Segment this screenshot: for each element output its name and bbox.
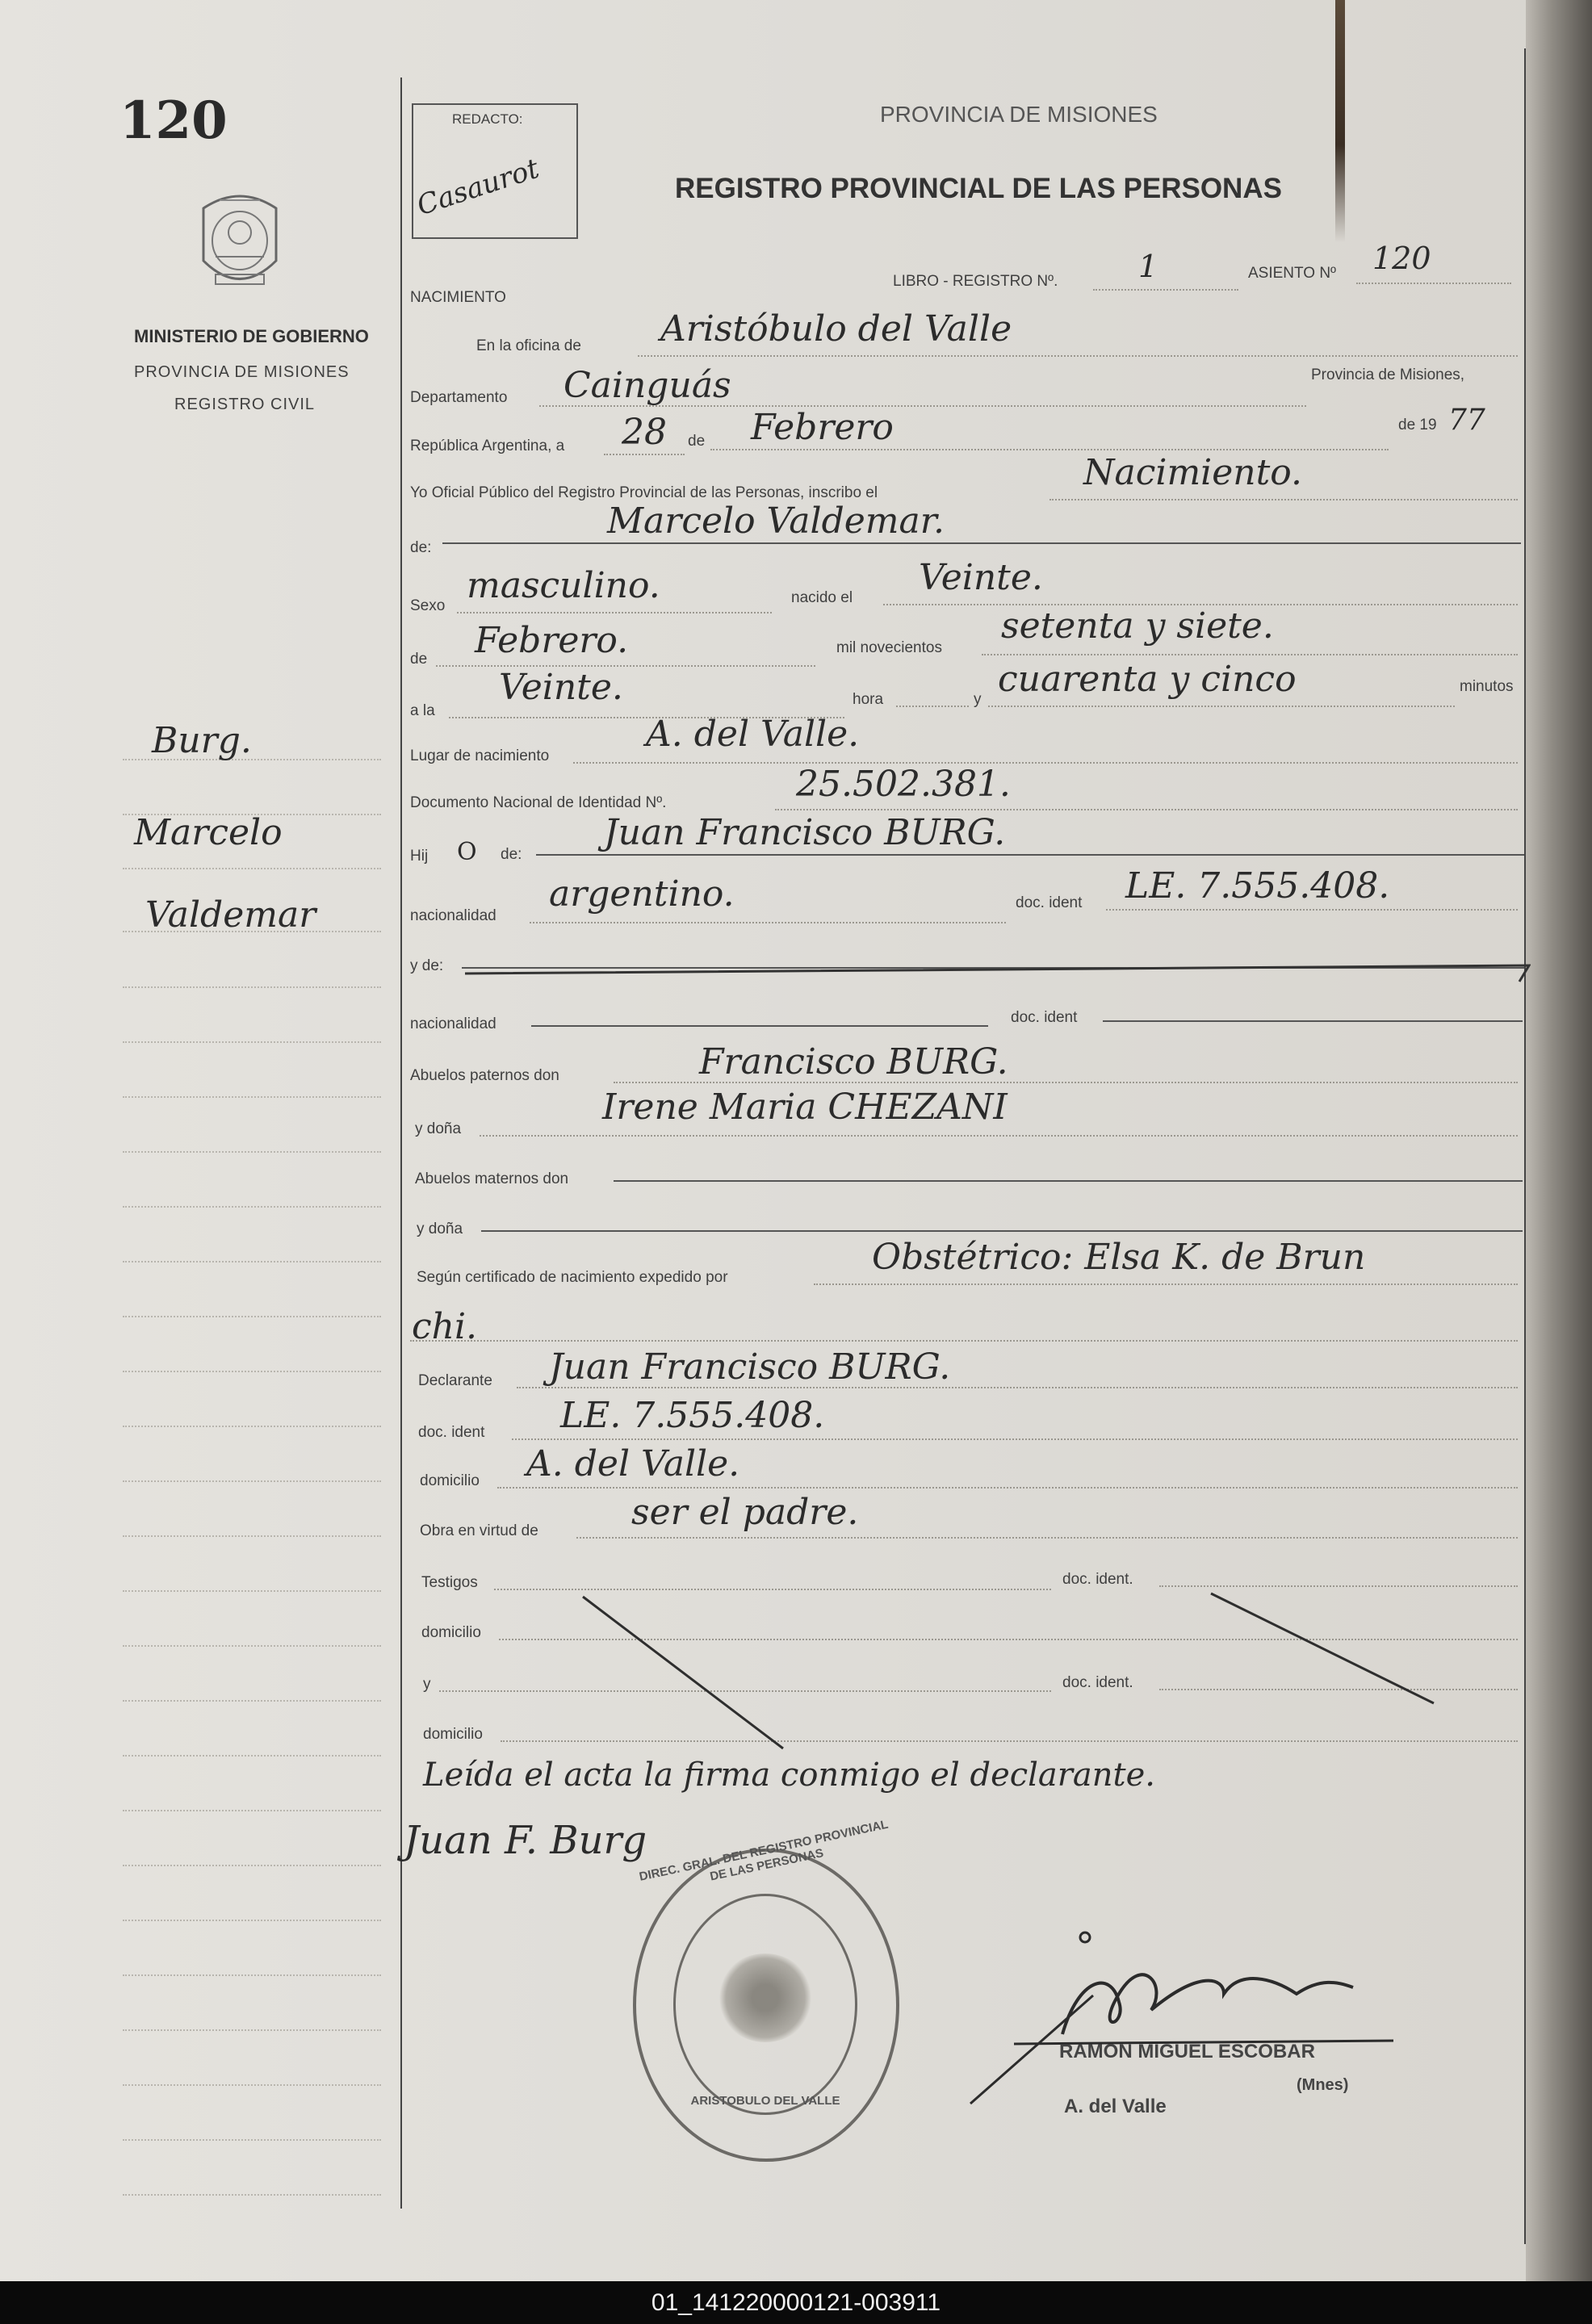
docident5-label: doc. ident. xyxy=(1062,1674,1133,1691)
mil-value: setenta y siete. xyxy=(1001,605,1274,647)
oficina-label: En la oficina de xyxy=(476,337,581,354)
minutos-label: minutos xyxy=(1460,678,1514,695)
seal-inner-text: ARISTOBULO DEL VALLE xyxy=(690,2094,840,2108)
dni-value: 25.502.381. xyxy=(796,764,1011,805)
year-label: de 19 xyxy=(1398,417,1437,433)
docident3-value: LE. 7.555.408. xyxy=(560,1395,825,1436)
de-label: de xyxy=(688,433,706,450)
sexo-value: masculino. xyxy=(467,565,660,606)
provincia-suffix: Provincia de Misiones, xyxy=(1311,366,1465,383)
form-left-border xyxy=(400,77,402,2209)
cross-out-line xyxy=(465,964,1527,992)
hijo-de-label: de: xyxy=(501,846,522,863)
nacionalidad-label: nacionalidad xyxy=(410,907,496,924)
asiento-value: 120 xyxy=(1372,241,1431,276)
domicilio-value: A. del Valle. xyxy=(526,1443,740,1484)
abuela-pat-value: Irene Maria CHEZANI xyxy=(602,1087,1008,1128)
dni-label: Documento Nacional de Identidad Nº. xyxy=(410,794,667,811)
oficial-value: Nacimiento. xyxy=(1083,452,1303,493)
header-province: PROVINCIA DE MISIONES xyxy=(880,102,1158,127)
seal-ring-text: DIREC. GRAL. DEL REGISTRO PROVINCIAL DE LAS PERSONAS xyxy=(638,1817,890,1884)
hora-value: Veinte. xyxy=(499,667,623,708)
dia-value: 28 xyxy=(622,412,667,453)
margin-name-second: Valdemar xyxy=(145,894,316,936)
testigos-label: Testigos xyxy=(421,1574,478,1591)
nacionalidad-value: argentino. xyxy=(549,873,735,915)
form-right-border xyxy=(1524,48,1526,2244)
oficina-value: Aristóbulo del Valle xyxy=(660,308,1012,350)
docident-label: doc. ident xyxy=(1016,894,1083,911)
lugar-label: Lugar de nacimiento xyxy=(410,747,550,764)
official-name: RAMON MIGUEL ESCOBAR xyxy=(1059,2041,1315,2062)
ydona2-label: y doña xyxy=(417,1221,463,1237)
person-value: Marcelo Valdemar. xyxy=(607,500,945,542)
y-label: y xyxy=(974,691,982,708)
domicilio-label: domicilio xyxy=(420,1472,480,1489)
docident4-label: doc. ident. xyxy=(1062,1571,1133,1588)
registry-label: REGISTRO CIVIL xyxy=(174,396,316,413)
domicilio2-label: domicilio xyxy=(421,1624,481,1641)
ministry-label: MINISTERIO DE GOBIERNO xyxy=(134,326,369,346)
departamento-value: Cainguás xyxy=(563,365,731,406)
declarante-label: Declarante xyxy=(418,1372,492,1389)
hora-label: hora xyxy=(853,691,884,708)
mes2-value: Febrero. xyxy=(475,620,629,661)
redacto-label: REDACTO: xyxy=(452,111,523,127)
domicilio3-label: domicilio xyxy=(423,1726,483,1743)
de-person-label: de: xyxy=(410,539,432,556)
redacto-signature: Casaurot xyxy=(413,152,543,223)
mil-label: mil novecientos xyxy=(836,639,942,656)
obra-label: Obra en virtud de xyxy=(420,1522,538,1539)
abuelo-pat-value: Francisco BURG. xyxy=(699,1041,1008,1082)
docident2-label: doc. ident xyxy=(1011,1009,1078,1026)
seal-emblem-icon xyxy=(717,1953,814,2042)
nacido-value: Veinte. xyxy=(919,557,1043,598)
abuelos-mat-label: Abuelos maternos don xyxy=(415,1170,569,1187)
libro-label: LIBRO - REGISTRO Nº. xyxy=(893,273,1058,290)
margin-surname: Burg. xyxy=(152,720,252,761)
republica-label: República Argentina, a xyxy=(410,438,565,454)
province-label: PROVINCIA DE MISIONES xyxy=(134,363,350,381)
declarant-signature: Juan F. Burg xyxy=(404,1818,647,1863)
sexo-label: Sexo xyxy=(410,597,446,614)
segun-label: Según certificado de nacimiento expedido por xyxy=(417,1269,728,1286)
y2-label: y xyxy=(423,1676,431,1693)
nacido-label: nacido el xyxy=(791,589,853,606)
closing-statement: Leída el acta la firma conmigo el declarante. xyxy=(423,1757,1155,1794)
official-seal xyxy=(633,1817,899,2162)
padre-value: Juan Francisco BURG. xyxy=(604,812,1006,853)
libro-value: 1 xyxy=(1138,249,1158,284)
witness-cross-out xyxy=(581,1590,1437,1752)
declarante-value: Juan Francisco BURG. xyxy=(549,1346,951,1388)
year-value: 77 xyxy=(1448,404,1485,437)
oficial-label: Yo Oficial Público del Registro Provincial de las Personas, inscribo el xyxy=(410,484,878,501)
segun-value: Obstétrico: Elsa K. de Brun xyxy=(872,1237,1366,1278)
docident-value: LE. 7.555.408. xyxy=(1125,865,1390,907)
segun-value-continued: chi. xyxy=(412,1306,478,1347)
ala-label: a la xyxy=(410,702,435,719)
footer-bar xyxy=(0,2281,1592,2324)
footer-code: 01_141220000121-003911 xyxy=(651,2289,941,2316)
docident3-label: doc. ident xyxy=(418,1424,485,1441)
hijo-label: Hij xyxy=(410,848,429,865)
official-province: (Mnes) xyxy=(1297,2076,1349,2094)
departamento-label: Departamento xyxy=(410,389,508,406)
yde-label: y de: xyxy=(410,957,444,974)
hijo-suffix: O xyxy=(457,838,477,866)
lugar-value: A. del Valle. xyxy=(646,714,860,755)
nacionalidad2-label: nacionalidad xyxy=(410,1015,496,1032)
header-title: REGISTRO PROVINCIAL DE LAS PERSONAS xyxy=(675,173,1282,204)
binding-spine xyxy=(1526,0,1592,2281)
abuelos-pat-label: Abuelos paternos don xyxy=(410,1067,559,1084)
de2-label: de xyxy=(410,651,428,668)
mes-value: Febrero xyxy=(751,407,894,448)
minutos-value: cuarenta y cinco xyxy=(998,659,1297,700)
asiento-label: ASIENTO Nº xyxy=(1248,265,1336,282)
coat-of-arms-icon xyxy=(187,184,292,305)
record-type: NACIMIENTO xyxy=(410,289,506,306)
ink-mark xyxy=(1335,0,1345,242)
obra-value: ser el padre. xyxy=(631,1492,859,1533)
official-place: A. del Valle xyxy=(1064,2096,1167,2117)
page-number: 120 xyxy=(119,90,228,151)
ydona-label: y doña xyxy=(415,1120,462,1137)
margin-name-first: Marcelo xyxy=(134,812,283,853)
